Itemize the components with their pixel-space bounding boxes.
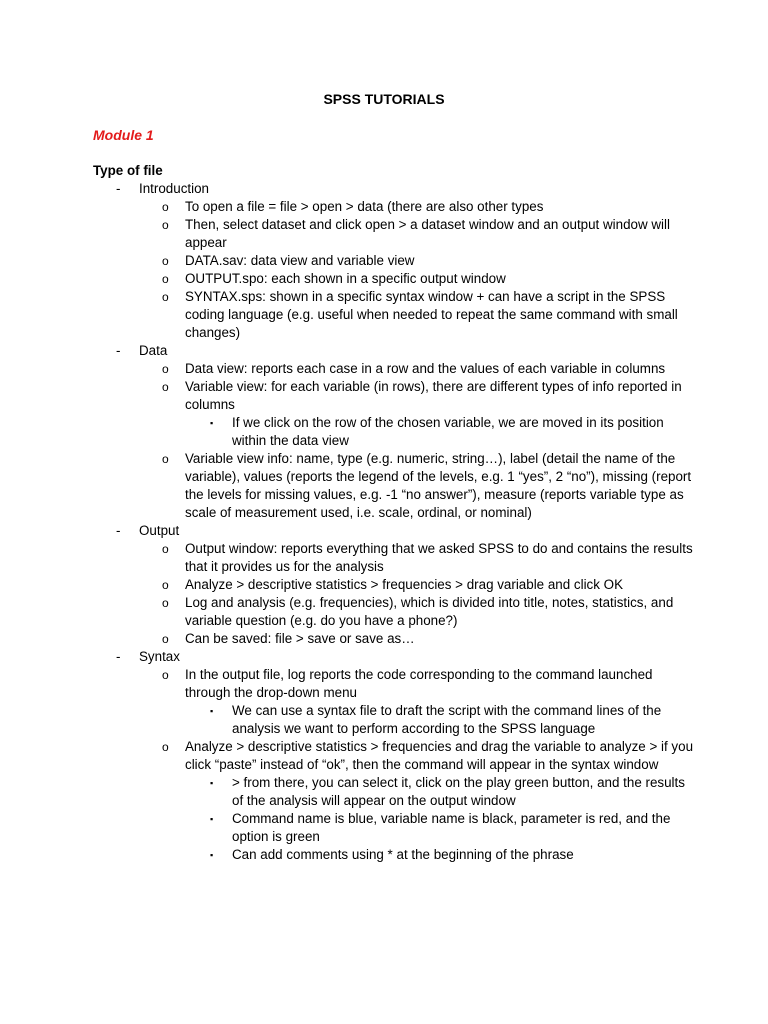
list-item-text: Can be saved: file > save or save as… xyxy=(185,631,415,646)
list-item-text: Data view: reports each case in a row and the values of each variable in columns xyxy=(185,361,666,376)
list-item xyxy=(93,414,693,450)
list-item xyxy=(93,666,693,702)
list-item xyxy=(93,288,693,342)
document-title: SPSS TUTORIALS xyxy=(323,91,445,107)
list-item xyxy=(93,180,693,198)
outline-list xyxy=(93,180,693,864)
list-item-text: Syntax xyxy=(139,649,180,664)
list-item-text: To open a file = file > open > data (there are also other types xyxy=(185,199,544,214)
circle-bullet: o xyxy=(162,254,169,268)
list-item xyxy=(93,702,693,738)
circle-bullet: o xyxy=(162,290,169,304)
circle-bullet: o xyxy=(162,380,169,394)
circle-bullet: o xyxy=(162,668,169,682)
circle-bullet: o xyxy=(162,452,169,466)
list-item-text: Variable view info: name, type (e.g. numeric, string…), label (detail the name of the variable), values (reports the legend of the levels, e.g. 1 “yes”, 2 “no”), missing (report the levels for missing values, e.g. -1 “no answer”), measure (reports variable type as scale of measurement used, i.e. scale, ordinal, or nominal) xyxy=(185,451,692,520)
circle-bullet: o xyxy=(162,596,169,610)
list-item xyxy=(93,270,693,288)
circle-bullet: o xyxy=(162,200,169,214)
list-item xyxy=(93,360,693,378)
list-item-text: Output window: reports everything that we asked SPSS to do and contains the results that it provides us for the analysis xyxy=(185,541,693,574)
list-item-text: > from there, you can select it, click on the play green button, and the results of the analysis will appear on the output window xyxy=(232,775,685,808)
circle-bullet: o xyxy=(162,578,169,592)
list-item xyxy=(93,522,693,540)
list-item-text: Then, select dataset and click open > a dataset window and an output window will appear xyxy=(185,217,670,250)
square-bullet: ▪ xyxy=(210,706,214,716)
dash-bullet: - xyxy=(116,343,121,358)
list-item-text: Analyze > descriptive statistics > frequencies and drag the variable to analyze > if you click “paste” instead of “ok”, then the command will appear in the syntax window xyxy=(185,739,694,772)
square-bullet: ▪ xyxy=(210,814,214,824)
list-item-text: Output xyxy=(139,523,180,538)
list-item xyxy=(93,576,693,594)
list-item xyxy=(93,198,693,216)
circle-bullet: o xyxy=(162,272,169,286)
list-item xyxy=(93,342,693,360)
module-heading: Module 1 xyxy=(93,127,154,143)
list-item-text: SYNTAX.sps: shown in a specific syntax window + can have a script in the SPSS coding language (e.g. useful when needed to repeat the same command with small changes) xyxy=(185,289,678,340)
document-body xyxy=(93,162,693,864)
square-bullet: ▪ xyxy=(210,778,214,788)
list-item xyxy=(93,630,693,648)
list-item-text: Can add comments using * at the beginning of the phrase xyxy=(232,847,574,862)
circle-bullet: o xyxy=(162,542,169,556)
circle-bullet: o xyxy=(162,632,169,646)
circle-bullet: o xyxy=(162,218,169,232)
circle-bullet: o xyxy=(162,740,169,754)
list-item xyxy=(93,594,693,630)
list-item-text: Log and analysis (e.g. frequencies), which is divided into title, notes, statistics, and variable question (e.g. do you have a phone?) xyxy=(185,595,674,628)
dash-bullet: - xyxy=(116,181,121,196)
dash-bullet: - xyxy=(116,523,121,538)
list-item-text: If we click on the row of the chosen variable, we are moved in its position within the data view xyxy=(232,415,664,448)
list-item-text: Data xyxy=(139,343,168,358)
list-item xyxy=(93,216,693,252)
list-item xyxy=(93,450,693,522)
circle-bullet: o xyxy=(162,362,169,376)
list-item-text: Command name is blue, variable name is black, parameter is red, and the option is green xyxy=(232,811,671,844)
square-bullet: ▪ xyxy=(210,418,214,428)
list-item-text: Introduction xyxy=(139,181,209,196)
list-item-text: OUTPUT.spo: each shown in a specific output window xyxy=(185,271,506,286)
list-item xyxy=(93,774,693,810)
list-item xyxy=(93,846,693,864)
list-item xyxy=(93,540,693,576)
section-heading: Type of file xyxy=(93,163,163,178)
list-item xyxy=(93,648,693,666)
list-item-text: In the output file, log reports the code corresponding to the command launched through the drop-down menu xyxy=(185,667,653,700)
list-item-text: DATA.sav: data view and variable view xyxy=(185,253,415,268)
list-item-text: Variable view: for each variable (in rows), there are different types of info reported in columns xyxy=(185,379,682,412)
square-bullet: ▪ xyxy=(210,850,214,860)
list-item-text: We can use a syntax file to draft the script with the command lines of the analysis we want to perform according to the SPSS language xyxy=(232,703,662,736)
list-item xyxy=(93,252,693,270)
list-item xyxy=(93,810,693,846)
list-item-text: Analyze > descriptive statistics > frequencies > drag variable and click OK xyxy=(185,577,624,592)
list-item xyxy=(93,738,693,774)
list-item xyxy=(93,378,693,414)
dash-bullet: - xyxy=(116,649,121,664)
